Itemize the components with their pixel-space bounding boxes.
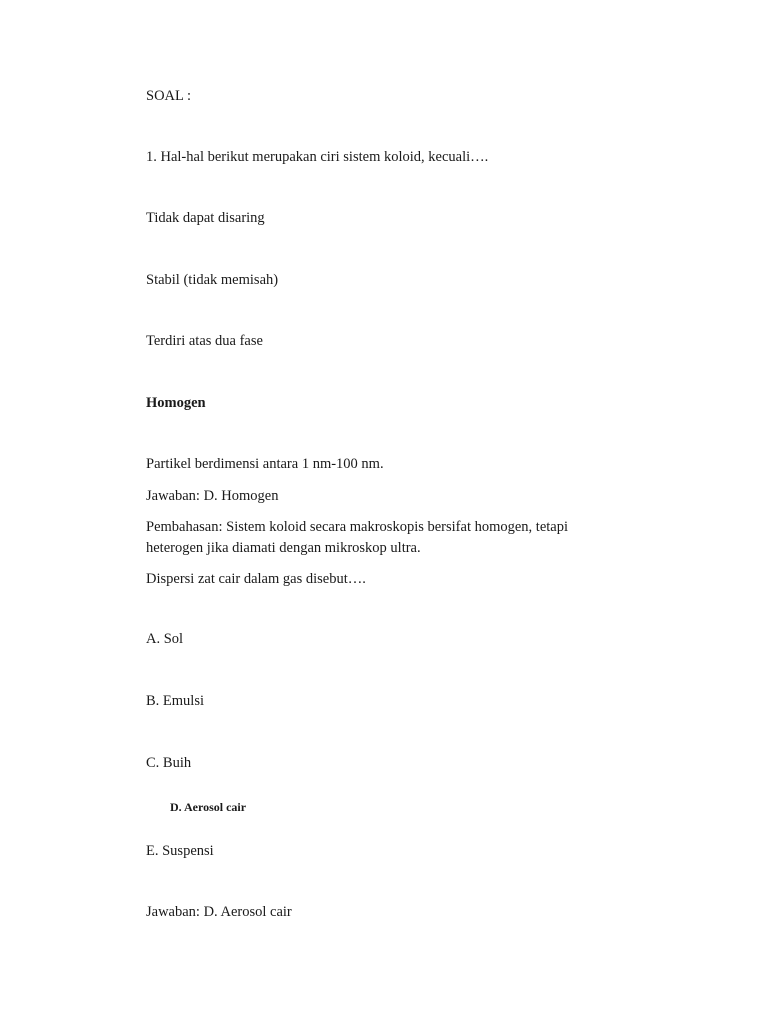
q1-option-a: Tidak dapat disaring [146, 210, 265, 226]
q1-answer: Jawaban: D. Homogen [146, 488, 279, 504]
q2-option-d-correct: D. Aerosol cair [170, 800, 247, 814]
q1-option-d-correct: Homogen [146, 395, 206, 411]
document-heading: SOAL : [146, 88, 191, 104]
question-2: Dispersi zat cair dalam gas disebut…. [146, 571, 366, 587]
q2-option-c: C. Buih [146, 755, 192, 771]
q2-option-a: A. Sol [146, 631, 184, 647]
q2-answer: Jawaban: D. Aerosol cair [146, 904, 292, 920]
q1-explanation: Pembahasan: Sistem koloid secara makroskopis bersifat homogen, tetapi heterogen jika diamati dengan mikroskop ultra. [146, 519, 569, 556]
q2-option-b: B. Emulsi [146, 693, 205, 709]
q2-option-e: E. Suspensi [146, 843, 214, 859]
q1-option-b: Stabil (tidak memisah) [146, 272, 279, 288]
q1-option-c: Terdiri atas dua fase [146, 333, 263, 349]
q1-option-e: Partikel berdimensi antara 1 nm-100 nm. [146, 456, 384, 472]
question-1: 1. Hal-hal berikut merupakan ciri sistem koloid, kecuali…. [146, 149, 489, 165]
